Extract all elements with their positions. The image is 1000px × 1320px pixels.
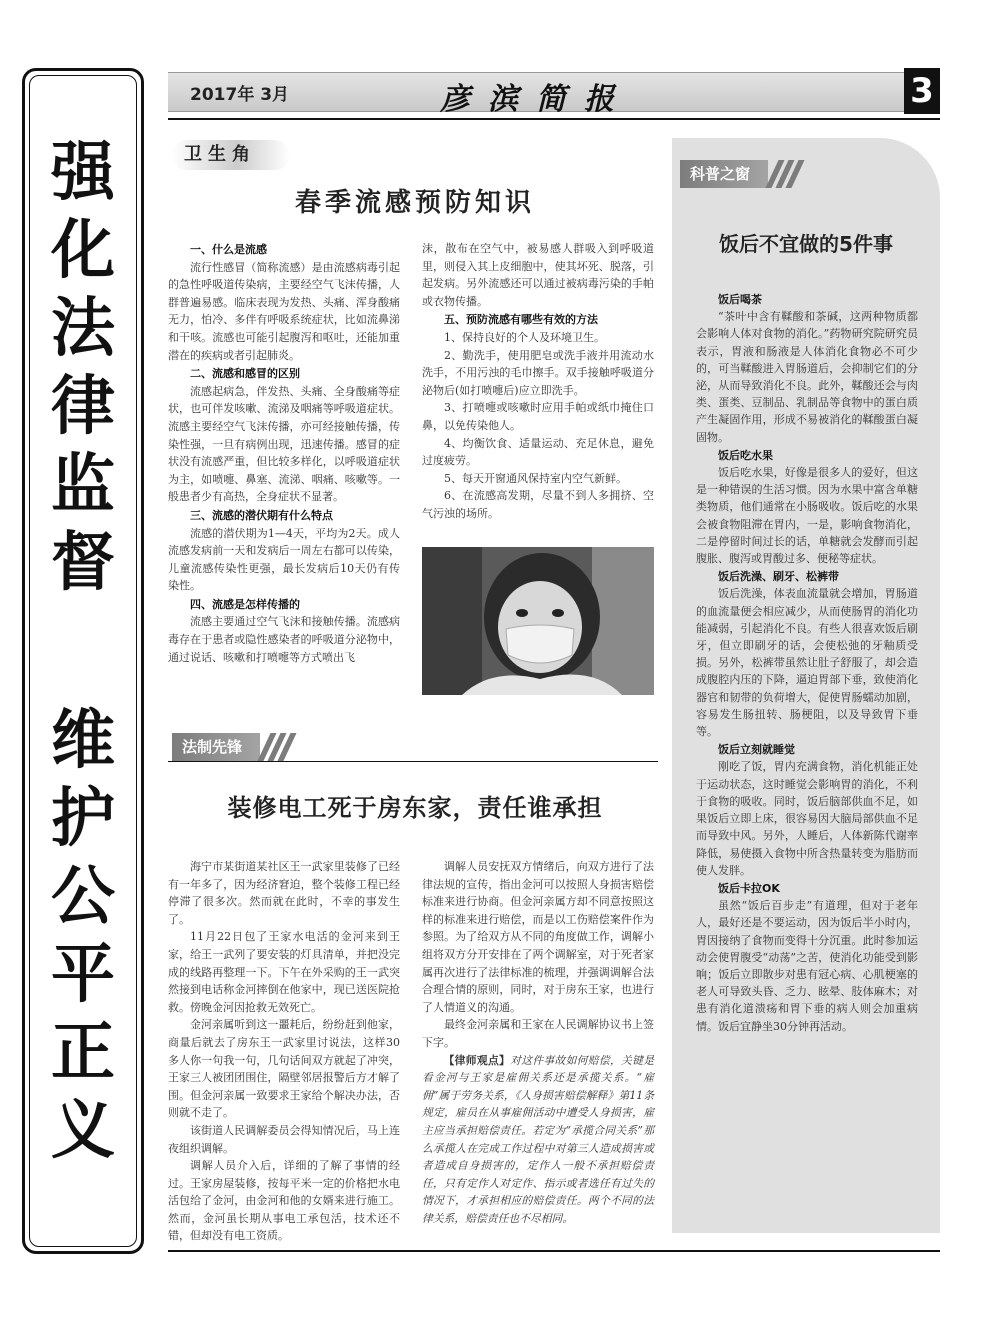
slogan-char: 公 [51,860,115,934]
section-heading: 饭后立刻就睡觉 [718,743,795,757]
paragraph: 4、均衡饮食、适量运动、充足休息，避免过度疲劳。 [422,436,654,468]
law-paragraph: 调解人员介入后，详细的了解了事情的经过。王家房屋装修，按每平米一定的价格把水电活包给了金河，由金河和他的女婿来进行施工。然而，金河虽长期从事电工承包活，技术还不错，但却没有电工资质。 [168,1159,400,1243]
section-heading: 二、流感和感冒的区别 [190,367,300,381]
law-paragraph: 11月22日包了王家水电活的金河来到王家，给王一武列了要安装的灯具清单，并把没完成的线路再整理一下。下午在外采购的王一武突然接到电话称金河摔倒在他家中，现已送医院抢救。傍晚金河因抢救无效死亡。 [168,930,400,1014]
health-column-2 [422,240,654,523]
header-rule [168,118,940,120]
lawyer-opinion-label: 【律师观点】 [443,1053,511,1067]
slogan-char: 义 [51,1094,115,1168]
lawyer-opinion [422,1052,654,1228]
slogan-char: 正 [51,1016,115,1090]
paragraph: 刚吃了饭，胃内充满食物，消化机能正处于运动状态，这时睡觉会影响胃的消化，不利于食物的吸收。同时，饭后脑部供血不足，如果饭后立即上床，很容易因大脑局部供血不足而导致中风。另外，人睡后，人体新陈代谢率降低，易使摄入食物中所含热量转变为脂肪而使人发胖。 [696,760,918,877]
slogan-char: 化 [51,214,115,288]
law-paragraph: 最终金河亲属和王家在人民调解协议书上签下字。 [422,1018,654,1049]
law-article-title: 装修电工死于房东家，责任谁承担 [227,794,603,822]
slogan-char: 督 [51,526,115,600]
paragraph: 虽然“饭后百步走”有道理，但对于老年人，最好还是不要运动，因为饭后半小时内，胃因接纳了食物而变得十分沉重。此时参加运动会使胃腹受“动荡”之苦，使消化功能受到影响；饭后立即散步对患有冠心病、心肌梗塞的老人可导致头昏、乏力、眩晕、肢体麻木；对患有消化道溃疡和胃下垂的病人则会加重病情。饭后宜静坐30分钟再活动。 [696,899,918,1033]
slogan-bottom [22,702,144,1170]
slogan-char: 律 [51,370,115,444]
section-heading: 饭后洗澡、刷牙、松裤带 [718,570,839,584]
section-heading: 三、流感的潜伏期有什么特点 [190,508,333,522]
section-heading: 饭后吃水果 [718,448,773,462]
slogan-char: 强 [51,136,115,210]
paragraph: 饭后洗澡，体表血流量就会增加，胃肠道的血流量便会相应减少，从而使肠胃的消化功能减弱，引起消化不良。有些人很喜欢饭后刷牙，但立即刷牙的话，会使松弛的牙釉质受损。另外，松裤带虽然让肚子舒服了，却会造成腹腔内压的下降，逼迫胃部下垂，致使消化器官和韧带的负荷增大，促使胃肠蠕动加剧，容易发生肠扭转、肠梗阻，以及导致胃下垂等。 [696,587,918,739]
slogan-char: 平 [51,938,115,1012]
law-tag-rule [168,761,658,762]
science-article-title: 饭后不宜做的5件事 [719,232,893,256]
section-heading: 一、什么是流感 [190,243,267,256]
page-number: 3 [904,68,940,114]
law-column-2 [422,858,654,1227]
paragraph: 2、勤洗手，使用肥皂或洗手液并用流动水洗手，不用污浊的毛巾擦手。双手接触呼吸道分泌物后(如打喷嚏后)应立即洗手。 [422,348,654,397]
slogan-char: 法 [51,292,115,366]
law-paragraph: 金河亲属听到这一噩耗后，纷纷赶到他家，商量后就去了房东王一武家里讨说法，这样30多人你一句我一句，几句话间双方就起了冲突，王家三人被团团围住，隔壁邻居报警后方才解了围。但金河亲属一致要求王家给个解决办法，否则就不走了。 [168,1018,400,1120]
law-paragraph: 调解人员安抚双方情绪后，向双方进行了法律法规的宣传，指出金河可以按照人身损害赔偿标准来进行协商。但金河亲属方却不同意按照这样的标准来进行赔偿，而是以工伤赔偿案件作为参照。为了给双方从不同的角度做工作，调解小组将双方分开安排在了两个调解室，对于死者家属再次进行了法律标准的梳理，并强调调解合法合理合情的原则，同时，对于房东王家，也进行了人情道义的沟通。 [422,860,654,1014]
science-tag [680,160,798,188]
paragraph: 5、每天开窗通风保持室内空气新鲜。 [444,471,627,485]
masthead: 彦滨简报 [440,82,632,117]
child-with-mask-photo [422,547,654,695]
slogan-char: 监 [51,448,115,522]
paragraph: 1、保持良好的个人及环境卫生。 [444,330,605,344]
photo-image [422,547,654,695]
paragraph: 流行性感冒（简称流感）是由流感病毒引起的急性呼吸道传染病，主要经空气飞沫传播，人群普遍易感。临床表现为发热、头痛、浑身酸痛无力，怕冷、多伴有呼吸系统症状，比如流鼻涕和干咳。流感也可能引起腹泻和呕吐，还能加重潜在的疾病或者引起肺炎。 [168,260,400,362]
paragraph: 流感主要通过空气飞沫和接触传播。流感病毒存在于患者或隐性感染者的呼吸道分泌物中，通过说话、咳嗽和打喷嚏等方式喷出飞 [168,615,400,664]
law-column-1 [168,858,400,1245]
paragraph: 3、打喷嚏或咳嗽时应用手帕或纸巾掩住口鼻，以免传染他人。 [422,401,654,432]
health-article-title: 春季流感预防知识 [294,188,535,218]
slogan-top [22,134,144,602]
section-heading: 饭后卡拉OK [718,881,780,895]
health-corner-label: 卫生角 [172,140,290,170]
law-paragraph: 该街道人民调解委员会得知情况后，马上连夜组织调解。 [168,1123,400,1155]
paragraph: 流感起病急，伴发热、头痛、全身酸痛等症状，也可伴发咳嗽、流涕及咽痛等呼吸道症状。流感主要经空气飞沫传播，亦可经接触传播，传染性强，一旦有病例出现，迅速传播。感冒的症状没有流感严重，但比较多样化，以呼吸道症状为主，如喷嚏、鼻塞、流涕、咽痛、咳嗽等。一般患者少有高热，全身症状不显著。 [168,384,400,504]
issue-date: 2017年 3月 [190,85,290,105]
footer-rule [168,1250,940,1252]
section-heading: 五、预防流感有哪些有效的方法 [444,313,598,327]
law-tag [172,733,290,761]
slogan-char: 护 [51,782,115,856]
paragraph: 流感的潜伏期为1—4天，平均为2天。成人流感发病前一天和发病后一周左右都可以传染，儿童流感传染性更强，最长发病后10天仍有传染性。 [168,526,400,593]
slogan-char: 维 [51,704,115,778]
paragraph: “茶叶中含有鞣酸和茶碱，这两种物质都会影响人体对食物的消化。”药物研究院研究员表示，胃液和肠液是人体消化食物必不可少的，可当鞣酸进入胃肠道后，会抑制它们的分泌，从而导致消化不良。此外，鞣酸还会与肉类、蛋类、豆制品、乳制品等食物中的蛋白质产生凝固作用，形成不易被消化的鞣酸蛋白凝固物。 [696,310,918,444]
paragraph: 6、在流感高发期，尽量不到人多拥挤、空气污浊的场所。 [422,489,654,520]
section-heading: 四、流感是怎样传播的 [190,597,300,611]
law-paragraph: 海宁市某街道某社区王一武家里装修了已经有一年多了，因为经济窘迫，整个装修工程已经停滞了很多次。然而就在此时，不幸的事发生了。 [168,860,400,926]
section-heading: 饭后喝茶 [718,293,762,306]
lawyer-opinion-text: 对这件事故如何赔偿，关键是看金河与王家是雇佣关系还是承揽关系。“雇佣”属于劳务关系，《人身损害赔偿解释》第11条规定，雇员在从事雇佣活动中遭受人身损害，雇主应当承担赔偿责任。若定为“承揽合同关系”那么承揽人在完成工作过程中对第三人造成损害或者造成自身损害的，定作人一般不承担赔偿责任，只有定作人对定作、指示或者选任有过失的情况下，才承担相应的赔偿责任。两个不同的法律关系，赔偿责任也不尽相同。 [422,1053,655,1225]
law-tag-label: 法制先锋 [172,733,260,761]
science-column [696,290,918,1035]
paragraph-continued: 沫，散布在空气中，被易感人群吸入到呼吸道里，则侵入其上皮细胞中，使其坏死、脱落，引起发病。另外流感还可以通过被病毒污染的手帕或衣物传播。 [422,242,654,308]
science-tag-label: 科普之窗 [680,160,768,188]
health-column-1 [168,240,400,666]
paragraph: 饭后吃水果，好像是很多人的爱好，但这是一种错误的生活习惯。因为水果中富含单糖类物质，他们通常在小肠吸收。饭后吃的水果会被食物阻滞在胃内，一是，影响食物消化，二是停留时间过长的话，单糖就会发酵而引起腹胀、腹泻或胃酸过多、便秘等症状。 [696,466,918,566]
